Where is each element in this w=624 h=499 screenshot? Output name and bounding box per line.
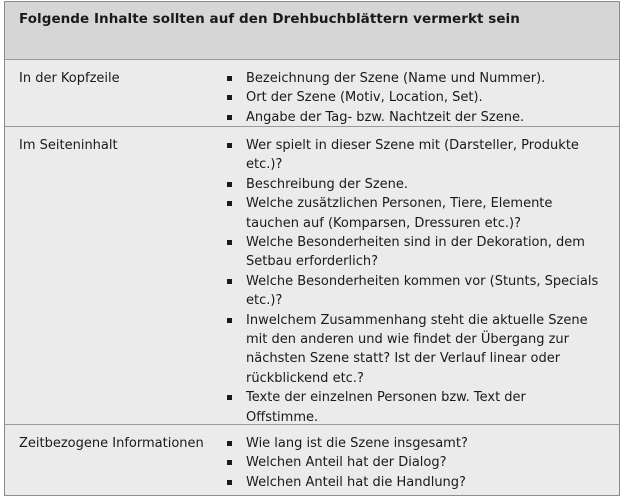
list-item: Welchen Anteil hat die Handlung? (224, 473, 599, 492)
list-item: Welche Besonderheiten sind in der Dekoration, dem Setbau erforderlich? (224, 233, 599, 272)
list-item: Welche zusätzlichen Personen, Tiere, Elemente tauchen auf (Komparsen, Dressuren etc.)? (224, 194, 599, 233)
table-header (5, 2, 619, 60)
bullet-list (224, 69, 599, 127)
table-row-zeitbezogen (5, 425, 619, 495)
bullet-list (224, 136, 599, 427)
list-item: Ort der Szene (Motiv, Location, Set). (224, 88, 599, 107)
content-table (4, 1, 620, 496)
list-item: Welche Besonderheiten kommen vor (Stunts, Specials etc.)? (224, 272, 599, 311)
row-label: Zeitbezogene Informationen (19, 436, 204, 451)
row-label: In der Kopfzeile (19, 71, 120, 86)
list-item: Texte der einzelnen Personen bzw. Text der Offstimme. (224, 388, 599, 427)
list-item: Welchen Anteil hat der Dialog? (224, 453, 599, 472)
bullet-list (224, 434, 599, 492)
table-row-kopfzeile (5, 60, 619, 127)
list-item: Wie lang ist die Szene insgesamt? (224, 434, 599, 453)
list-item: Beschreibung der Szene. (224, 175, 599, 194)
list-item: Wer spielt in dieser Szene mit (Darsteller, Produkte etc.)? (224, 136, 599, 175)
row-label: Im Seiteninhalt (19, 138, 118, 153)
list-item: Bezeichnung der Szene (Name und Nummer). (224, 69, 599, 88)
table-title: Folgende Inhalte sollten auf den Drehbuchblättern vermerkt sein (19, 11, 520, 27)
table-row-seiteninhalt (5, 127, 619, 425)
list-item: Angabe der Tag- bzw. Nachtzeit der Szene. (224, 108, 599, 127)
list-item: Inwelchem Zusammenhang steht die aktuelle Szene mit den anderen und wie findet der Übergang zur nächsten Szene statt? Ist der Verlauf linear oder rückblickend etc.? (224, 311, 599, 389)
